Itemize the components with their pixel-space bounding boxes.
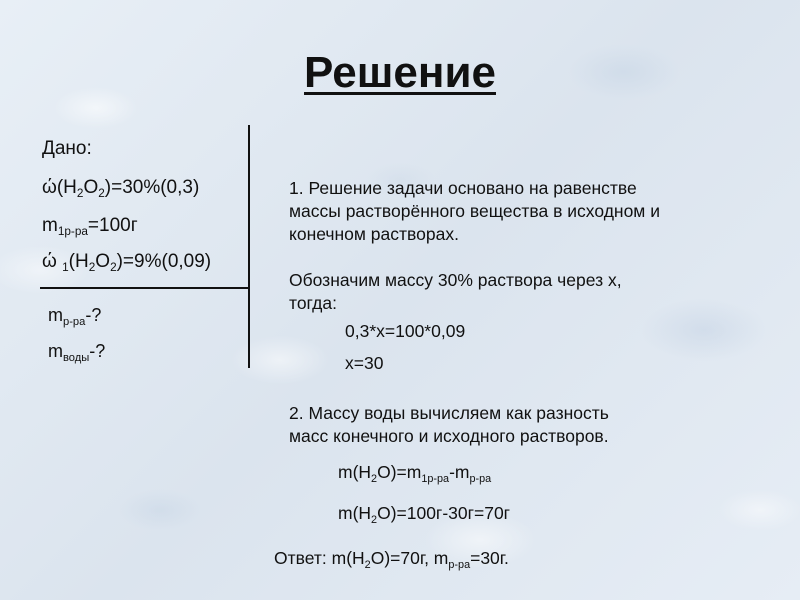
given-divider-horizontal bbox=[40, 287, 249, 289]
water-mass-calculation: $m(H_2O)=100г-30г=70г$ bbox=[338, 503, 511, 526]
slide-title: Решение bbox=[304, 48, 496, 97]
water-mass-formula: $m(H_2O)=m_{1р-ра}-m_{р-ра}$ bbox=[338, 462, 492, 485]
equation: 0,3*х=100*0,09 bbox=[345, 321, 466, 341]
given-divider-vertical bbox=[248, 125, 250, 368]
given-final-fraction: ώ $_1(H_2O_2)=9\%(0,09)$ bbox=[42, 251, 212, 275]
let-text: Обозначим массу 30% раствора через х, тогда: bbox=[289, 270, 622, 313]
answer-line: Ответ: $m(H_2O)=70г$, $m_{р-ра}=30г$. bbox=[274, 548, 509, 571]
find-solution-mass: $m_{р-ра}-$? bbox=[48, 305, 102, 328]
step1-text: 1. Решение задачи основано на равенстве массы растворённого вещества в исходном и конечном растворах. bbox=[289, 178, 660, 244]
step2-text: 2. Массу воды вычисляем как разность масс конечного и исходного растворов. bbox=[289, 403, 609, 446]
result-x: х=30 bbox=[345, 353, 384, 373]
given-mass-fraction: $ώ(H_2O_2)=30\%(0,3)$ bbox=[42, 177, 200, 201]
find-water-mass: $m_{воды}-$? bbox=[48, 341, 106, 364]
given-solution-mass: $m_{1р-ра}=100г$ bbox=[42, 215, 138, 239]
given-header: Дано: bbox=[42, 138, 92, 159]
